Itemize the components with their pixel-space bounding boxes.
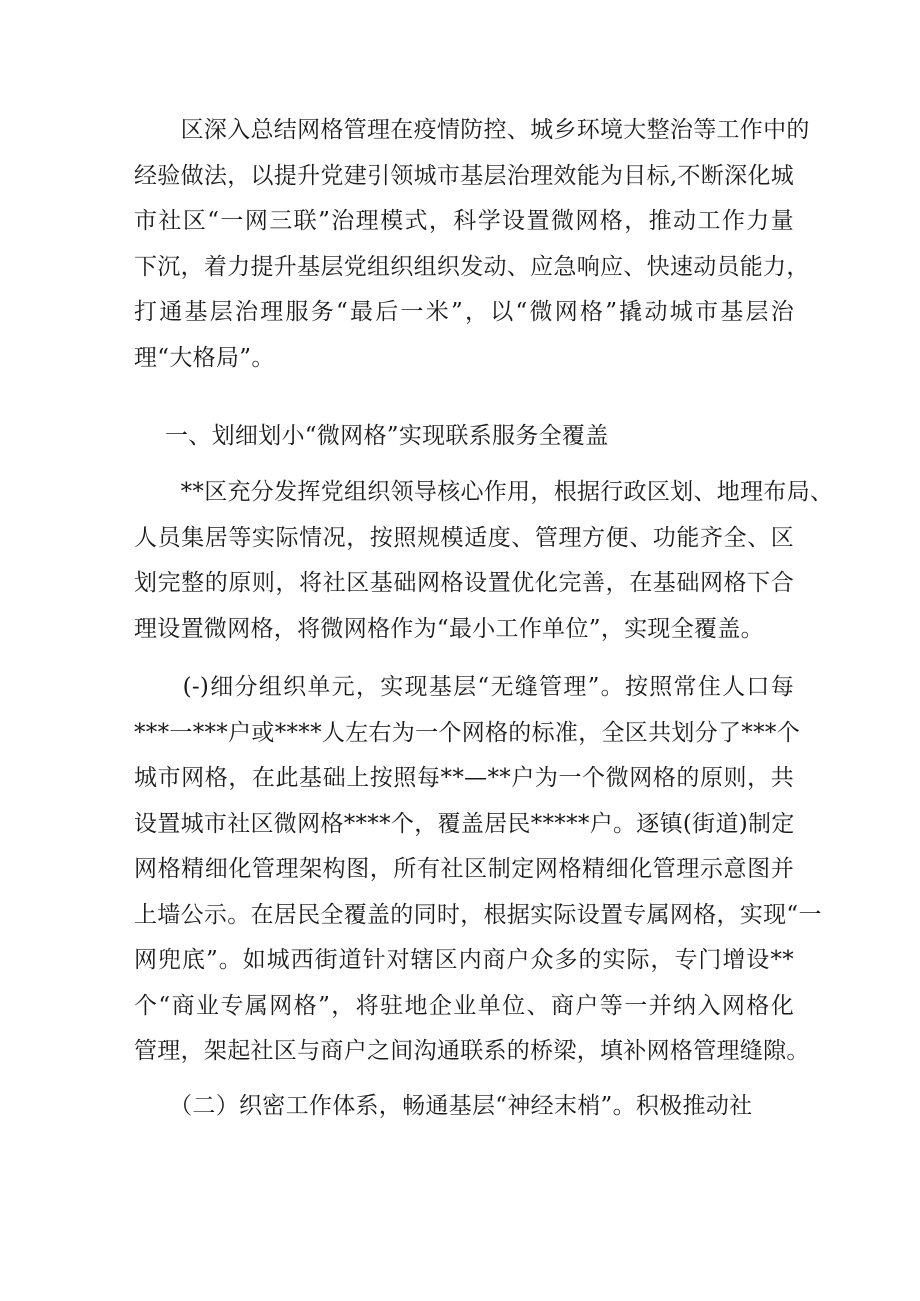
paragraph-3-line-3: 城市网格，在此基础上按照每**—**户为一个微网格的原则，共 [134,765,794,791]
paragraph-3-line-1: (-)细分组织单元，实现基层“无缝管理”。按照常住人口每 [134,674,794,700]
paragraph-1 [134,108,810,381]
paragraph-2-line-1: **区充分发挥党组织领导核心作用，根据行政区划、地理布局、 [134,479,834,505]
paragraph-2-line-4: 理设置微网格，将微网格作为“最小工作单位”，实现全覆盖。 [134,615,764,642]
paragraph-1-line-4: 下沉，着力提升基层党组织组织发动、应急响应、快速动员能力， [134,253,810,280]
paragraph-1-line-2: 经验做法，以提升党建引领城市基层治理效能为目标,不断深化城 [134,162,795,189]
paragraph-3 [134,665,822,1075]
paragraph-1-line-3: 市社区“一网三联”治理模式，科学设置微网格，推动工作力量 [134,208,794,234]
paragraph-3-line-7: 网兜底”。如城西街道针对辖区内商户众多的实际，专门增设** [134,947,794,973]
paragraph-4 [134,1084,794,1130]
paragraph-4-line-1: （二）织密工作体系，畅通基层“神经末梢”。积极推动社 [134,1093,753,1119]
paragraph-1-line-5: 打通基层治理服务“最后一米”，以“微网格”撬动城市基层治 [134,299,794,325]
paragraph-3-line-6: 上墙公示。在居民全覆盖的同时，根据实际设置专属网格，实现“一 [134,901,822,928]
paragraph-1-line-1: 区深入总结网格管理在疫情防控、城乡环境大整治等工作中的 [134,117,810,143]
section-heading-1: 一、划细划小“微网格”实现联系服务全覆盖 [165,423,609,449]
paragraph-3-line-4: 设置城市社区微网格****个，覆盖居民*****户。逐镇(街道)制定 [134,810,795,837]
paragraph-3-line-5: 网格精细化管理架构图，所有社区制定网格精细化管理示意图并 [134,856,794,882]
paragraph-1-line-6: 理“大格局”。 [134,344,275,371]
paragraph-3-line-2: ***一***户或****人左右为一个网格的标准，全区共划分了***个 [134,719,800,746]
paragraph-3-line-8: 个“商业专属网格”，将驻地企业单位、商户等一并纳入网格化 [134,992,794,1019]
paragraph-2-line-3: 划完整的原则，将社区基础网格设置优化完善，在基础网格下合 [134,570,794,596]
paragraph-3-line-9: 管理，架起社区与商户之间沟通联系的桥梁，填补网格管理缝隙。 [134,1038,810,1064]
paragraph-2-line-2: 人员集居等实际情况，按照规模适度、管理方便、功能齐全、区 [134,524,794,551]
paragraph-2 [134,470,834,652]
